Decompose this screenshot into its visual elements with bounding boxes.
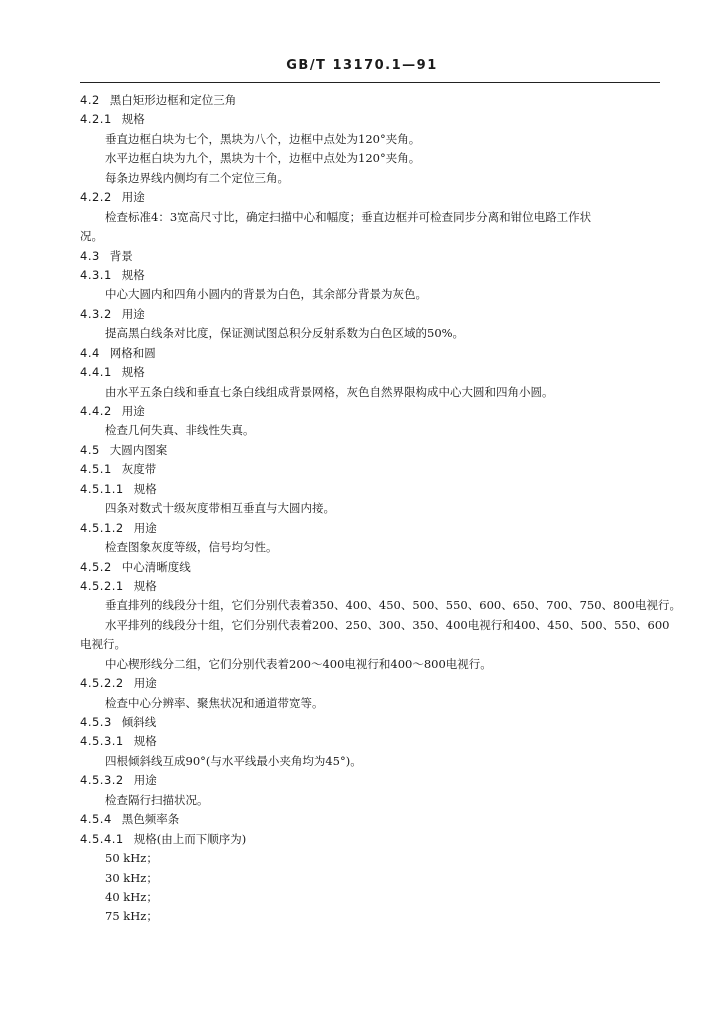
section-heading xyxy=(0,519,724,538)
section-number: 4.3.2 xyxy=(80,306,112,321)
section-number: 4.5.3.1 xyxy=(80,734,124,749)
section-heading xyxy=(0,771,724,790)
paragraph-line: 检查中心分辨率、聚焦状况和通道带宽等。 xyxy=(105,695,324,710)
section-title: 规格 xyxy=(121,267,145,282)
paragraph-line: 垂直边框白块为七个，黑块为八个，边框中点处为120°夹角。 xyxy=(105,131,421,146)
section-title: 规格(由上而下顺序为) xyxy=(133,831,247,846)
section-heading xyxy=(0,713,724,732)
section-heading xyxy=(0,266,724,285)
section-number: 4.4 xyxy=(80,345,100,360)
paragraph-line: 检查标准4：3宽高尺寸比，确定扫描中心和幅度；垂直边框并可检查同步分离和钳位电路工作状 xyxy=(105,209,592,224)
section-number: 4.4.2 xyxy=(80,404,112,418)
section-heading xyxy=(0,732,724,751)
section-number: 4.5.4.1 xyxy=(80,831,124,846)
section-title: 用途 xyxy=(121,306,145,321)
section-title: 规格 xyxy=(133,481,157,496)
section-heading xyxy=(0,830,724,849)
section-number: 4.5.3.2 xyxy=(80,773,124,788)
header-rule xyxy=(80,82,660,83)
section-heading xyxy=(0,363,724,382)
section-heading xyxy=(0,674,724,693)
section-title: 规格 xyxy=(121,365,145,380)
paragraph-line: 50 kHz； xyxy=(105,851,158,866)
paragraph-line: 四条对数式十级灰度带相互垂直与大圆内接。 xyxy=(105,501,335,516)
section-number: 4.2.2 xyxy=(80,190,112,205)
section-number: 4.5.3 xyxy=(80,715,112,729)
paragraph-line: 检查隔行扫描状况。 xyxy=(105,792,209,807)
paragraph-line: 水平边框白块为九个，黑块为十个，边框中点处为120°夹角。 xyxy=(105,151,421,166)
paragraph-line: 提高黑白线条对比度，保证测试图总积分反射系数为白色区域的50%。 xyxy=(105,326,465,341)
section-number: 4.5 xyxy=(80,442,100,457)
paragraph-line: 40 kHz； xyxy=(105,889,158,904)
section-title: 灰度带 xyxy=(121,462,157,477)
paragraph-line: 中心大圆内和四角小圆内的背景为白色，其余部分背景为灰色。 xyxy=(105,287,427,302)
paragraph-line: 中心楔形线分二组，它们分别代表着200～400电视行和400～800电视行。 xyxy=(105,656,492,671)
section-number: 4.2 xyxy=(80,93,100,107)
section-title: 大圆内图案 xyxy=(109,442,168,457)
section-title: 倾斜线 xyxy=(121,715,157,729)
section-title: 规格 xyxy=(121,112,145,127)
section-title: 网格和圆 xyxy=(109,345,156,360)
section-heading xyxy=(0,441,724,460)
section-title: 黑色频率条 xyxy=(121,812,180,827)
section-title: 中心清晰度线 xyxy=(121,559,191,574)
section-heading xyxy=(0,402,724,421)
section-heading xyxy=(0,558,724,577)
paragraph-line: 四根倾斜线互成90°(与水平线最小夹角均为45°)。 xyxy=(105,753,362,768)
section-heading xyxy=(0,480,724,499)
paragraph-line: 由水平五条白线和垂直七条白线组成背景网格，灰色自然界限构成中心大圆和四角小圆。 xyxy=(105,384,554,399)
section-number: 4.5.2.1 xyxy=(80,578,124,593)
page-header-standard-number: GB/T 13170.1—91 xyxy=(286,58,438,73)
section-title: 黑白矩形边框和定位三角 xyxy=(109,93,237,107)
section-title: 用途 xyxy=(133,773,157,788)
section-number: 4.5.2.2 xyxy=(80,676,124,691)
paragraph-line: 垂直排列的线段分十组，它们分别代表着350、400、450、500、550、600、650、700、750、800电视行。 xyxy=(105,598,681,613)
section-heading xyxy=(0,460,724,479)
section-heading xyxy=(0,247,724,266)
paragraph-line: 检查图象灰度等级，信号均匀性。 xyxy=(105,540,278,555)
paragraph-line: 75 kHz； xyxy=(105,909,158,924)
section-title: 用途 xyxy=(133,676,157,691)
section-heading xyxy=(0,344,724,363)
section-title: 用途 xyxy=(121,404,145,418)
section-heading xyxy=(0,305,724,324)
section-title: 规格 xyxy=(133,578,157,593)
section-heading xyxy=(0,188,724,207)
paragraph-line: 检查几何失真、非线性失真。 xyxy=(105,423,255,438)
section-number: 4.3.1 xyxy=(80,267,112,282)
section-number: 4.5.4 xyxy=(80,812,112,827)
section-number: 4.2.1 xyxy=(80,112,112,127)
section-heading xyxy=(0,577,724,596)
document-body xyxy=(0,91,724,927)
section-number: 4.3 xyxy=(80,248,100,263)
section-number: 4.5.2 xyxy=(80,559,112,574)
section-title: 用途 xyxy=(133,520,157,535)
section-number: 4.5.1 xyxy=(80,462,112,477)
paragraph-continuation: 电视行。 xyxy=(80,637,126,652)
section-title: 用途 xyxy=(121,190,145,205)
paragraph-line: 每条边界线内侧均有二个定位三角。 xyxy=(105,170,289,185)
paragraph-line: 水平排列的线段分十组，它们分别代表着200、250、300、350、400电视行和400、450、500、550、600 xyxy=(105,617,670,632)
paragraph-line: 30 kHz； xyxy=(105,870,158,885)
section-number: 4.5.1.2 xyxy=(80,520,124,535)
section-heading xyxy=(0,91,724,110)
section-title: 规格 xyxy=(133,734,157,749)
section-title: 背景 xyxy=(109,248,133,263)
section-number: 4.5.1.1 xyxy=(80,481,124,496)
section-number: 4.4.1 xyxy=(80,365,112,380)
paragraph-continuation: 况。 xyxy=(80,229,103,244)
section-heading xyxy=(0,110,724,129)
section-heading xyxy=(0,810,724,829)
